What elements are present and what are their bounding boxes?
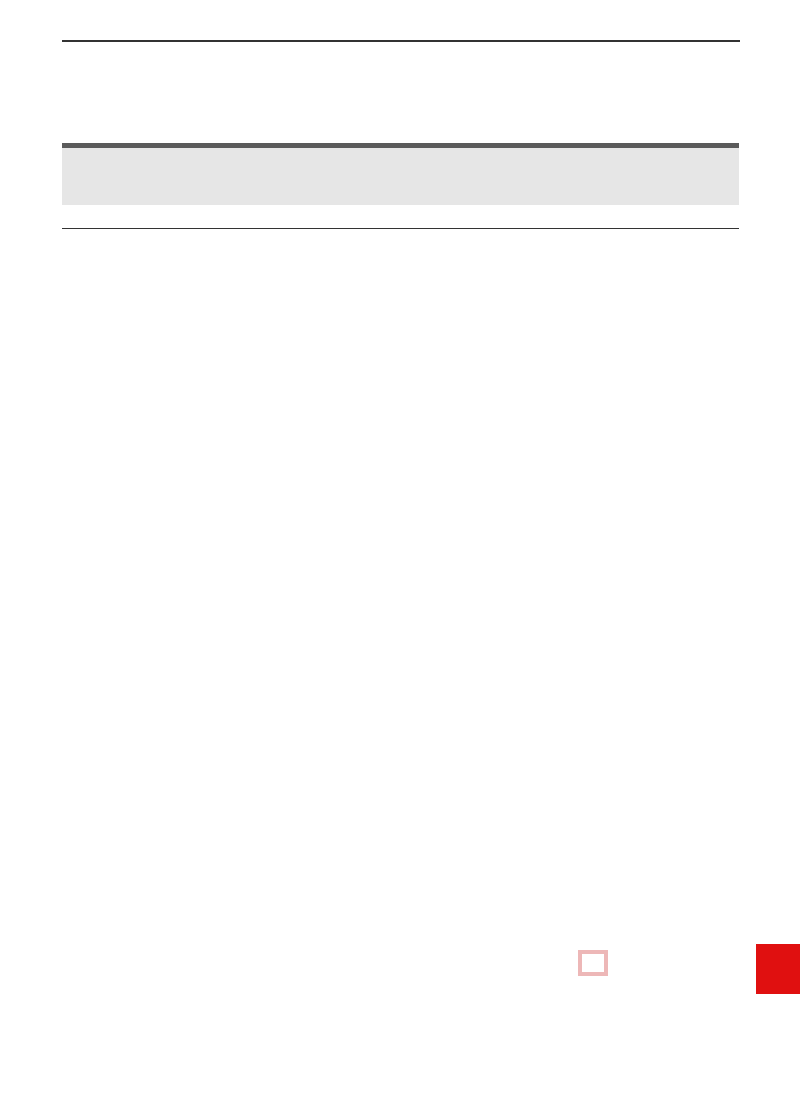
top-rule	[62, 40, 740, 42]
column-header-row	[62, 207, 739, 229]
watermark-logo	[532, 948, 692, 1008]
table-header-band	[62, 143, 739, 205]
side-tab-letter[interactable]	[756, 944, 800, 994]
